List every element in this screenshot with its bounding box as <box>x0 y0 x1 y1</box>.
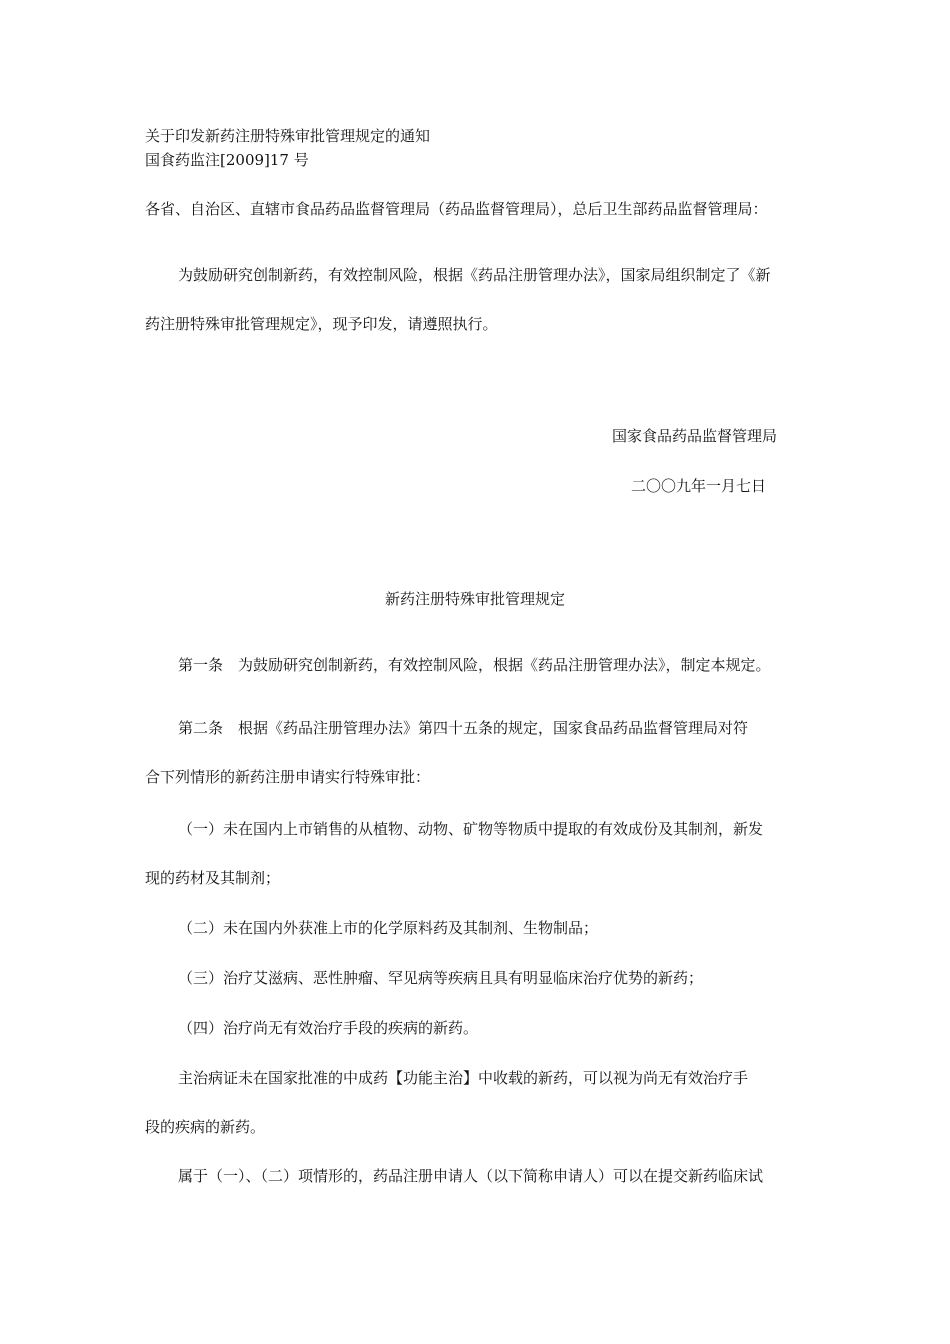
notice-body-line-1: 为鼓励研究创制新药，有效控制风险，根据《药品注册管理办法》，国家局组织制定了《新 <box>178 266 771 284</box>
item-1-line-1: （一）未在国内上市销售的从植物、动物、矿物等物质中提取的有效成份及其制剂，新发 <box>178 820 764 838</box>
item-1-line-2: 现的药材及其制剂； <box>145 869 281 887</box>
article-2-line-2: 合下列情形的新药注册申请实行特殊审批： <box>145 768 431 786</box>
addressee: 各省、自治区、直辖市食品药品监督管理局（药品监督管理局），总后卫生部药品监督管理局： <box>145 200 768 218</box>
item-2: （二）未在国内外获准上市的化学原料药及其制剂、生物制品； <box>178 919 599 937</box>
article-1: 第一条 为鼓励研究创制新药，有效控制风险，根据《药品注册管理办法》，制定本规定。 <box>178 656 771 674</box>
signature: 国家食品药品监督管理局 <box>612 427 778 445</box>
article-2-line-1: 第二条 根据《药品注册管理办法》第四十五条的规定，国家食品药品监督管理局对符 <box>178 719 749 737</box>
item-3: （三）治疗艾滋病、恶性肿瘤、罕见病等疾病且具有明显临床治疗优势的新药； <box>178 969 704 987</box>
para-main-line-2: 段的疾病的新药。 <box>145 1118 266 1136</box>
notice-title: 关于印发新药注册特殊审批管理规定的通知 <box>145 127 431 145</box>
issue-date: 二〇〇九年一月七日 <box>631 477 767 495</box>
doc-number: 国食药监注[2009]17 号 <box>145 151 309 169</box>
para-belong-line-1: 属于（一）、（二）项情形的，药品注册申请人（以下简称申请人）可以在提交新药临床试 <box>178 1167 764 1185</box>
item-4: （四）治疗尚无有效治疗手段的疾病的新药。 <box>178 1019 479 1037</box>
notice-body-line-2: 药注册特殊审批管理规定》，现予印发，请遵照执行。 <box>145 315 498 333</box>
regulation-title: 新药注册特殊审批管理规定 <box>384 590 565 608</box>
para-main-line-1: 主治病证未在国家批准的中成药【功能主治】中收载的新药，可以视为尚无有效治疗手 <box>178 1069 749 1087</box>
